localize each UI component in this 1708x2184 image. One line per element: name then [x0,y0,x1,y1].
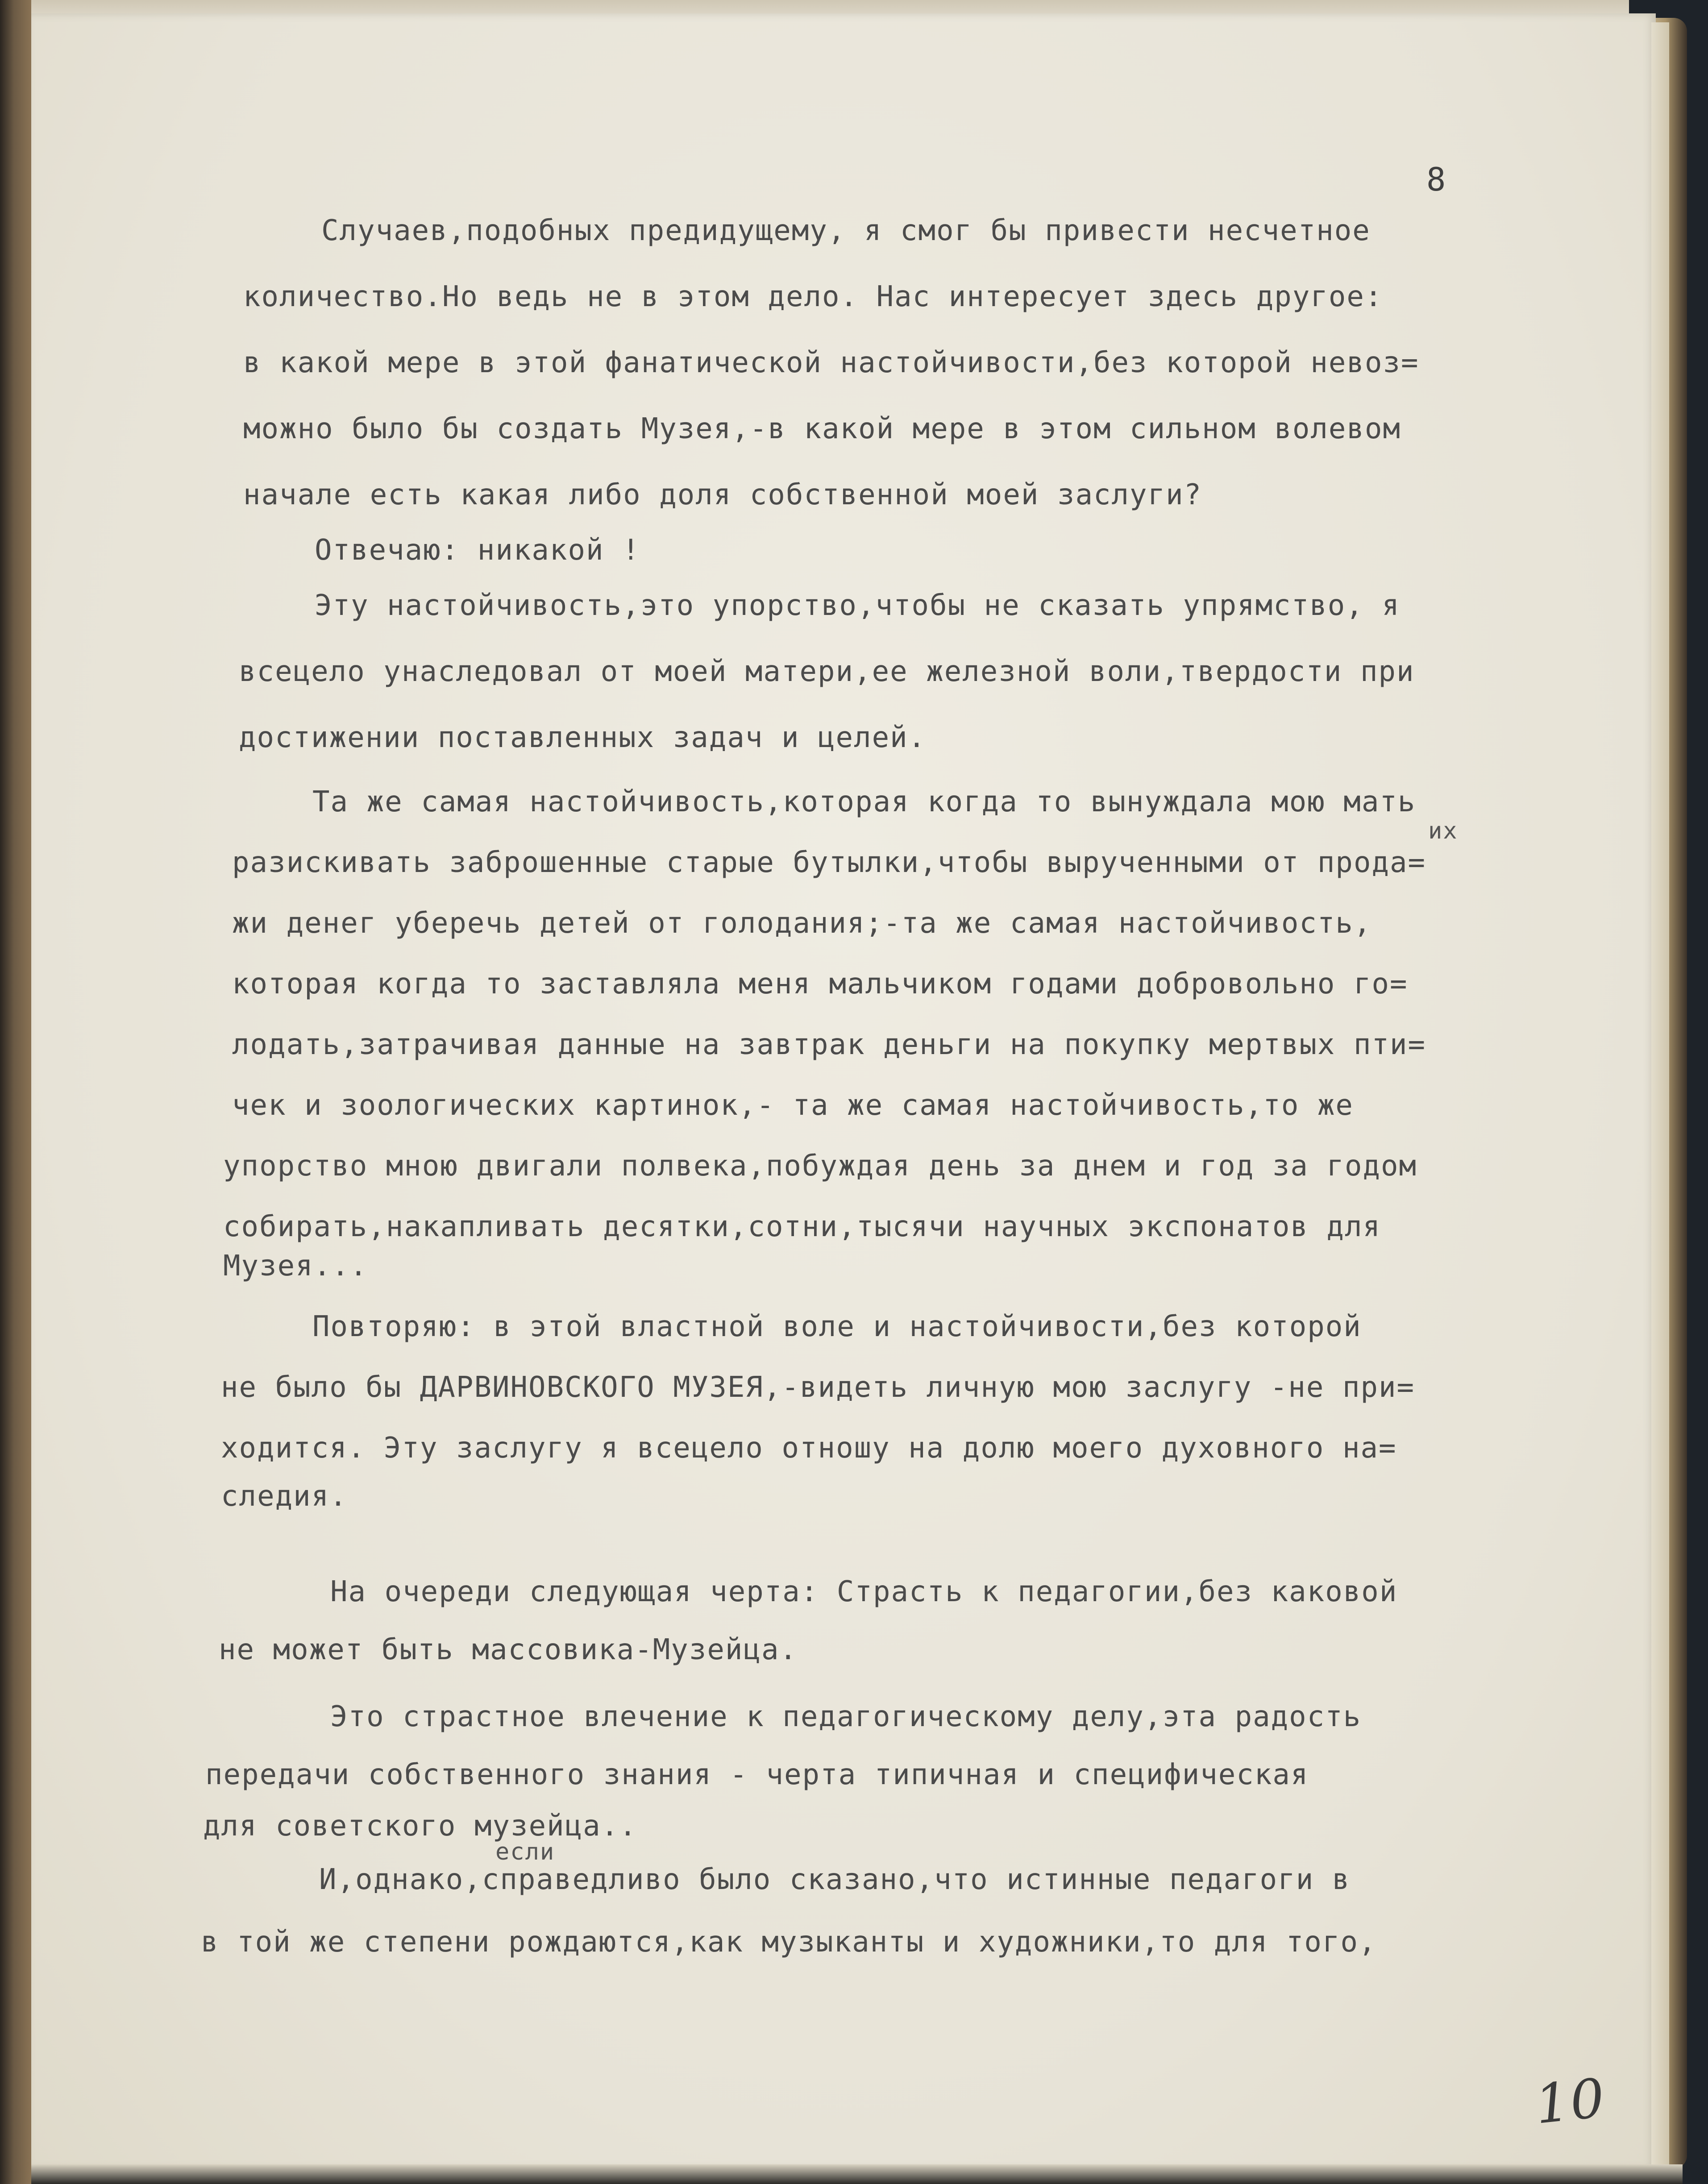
text-line: не было бы ДАРВИНОВСКОГО МУЗЕЯ,-видеть личную мою заслугу -не при= [221,1371,1415,1404]
text-line: На очереди следующая черта: Страсть к педагогии,без каковой [330,1575,1398,1608]
text-line: которая когда то заставляла меня мальчиком годами добровольно го= [232,967,1408,1001]
text-line: жи денег уберечь детей от голодания;-та же самая настойчивость, [232,907,1372,940]
text-line: всецело унаследовал от моей матери,ее железной воли,твердости при [239,655,1415,688]
archive-page-number: 10 [1532,2067,1608,2136]
text-line: собирать,накапливать десятки,сотни,тысячи научных экспонатов для [223,1210,1381,1243]
text-line: можно было бы создать Музея,-в какой мере в этом сильном волевом [243,412,1401,445]
text-line: лодать,затрачивая данные на завтрак деньги на покупку мертвых пти= [232,1028,1426,1061]
text-line: ходится. Эту заслугу я всецело отношу на долю моего духовного на= [221,1432,1397,1465]
text-line: разискивать заброшенные старые бутылки,чтобы вырученными от прода= [232,846,1426,879]
text-line: Случаев,подобных предидущему, я смог бы привести несчетное [321,214,1371,247]
text-line: количество.Но ведь не в этом дело. Нас интересует здесь другое: [243,280,1383,313]
text-line: упорство мною двигали полвека,побуждая день за днем и год за годом [223,1150,1417,1183]
page-number: 8 [1426,161,1447,198]
text-line: в какой мере в этой фанатической настойчивости,без которой невоз= [243,346,1419,379]
handwritten-insertion: их [1428,818,1458,844]
text-line: Отвечаю: никакой ! [315,534,640,567]
text-line: в той же степени рождаются,как музыканты и художники,то для того, [201,1926,1377,1959]
text-line: начале есть какая либо доля собственной моей заслуги? [243,478,1202,511]
text-line: И,однако,справедливо было сказано,что истинные педагоги в [319,1863,1351,1896]
text-line: Музея... [223,1250,368,1283]
text-line: достижении поставленных задач и целей. [239,721,927,754]
text-line: для советского музейца.. [203,1810,637,1843]
text-line: Повторяю: в этой властной воле и настойчивости,без которой [312,1310,1362,1343]
text-line: следия. [221,1480,348,1513]
text-line: не может быть массовика-Музейца. [219,1633,798,1666]
text-line: передачи собственного знания - черта типичная и специфическая [205,1758,1309,1791]
handwritten-insertion: если [495,1839,555,1865]
text-line: Та же самая настойчивость,которая когда то вынуждала мою мать [312,785,1416,818]
text-line: Это страстное влечение к педагогическому делу,эта радость [330,1700,1362,1733]
text-line: Эту настойчивость,это упорство,чтобы не сказать упрямство, я [315,589,1400,622]
text-line: чек и зоологических картинок,- та же самая настойчивость,то же [232,1089,1354,1122]
